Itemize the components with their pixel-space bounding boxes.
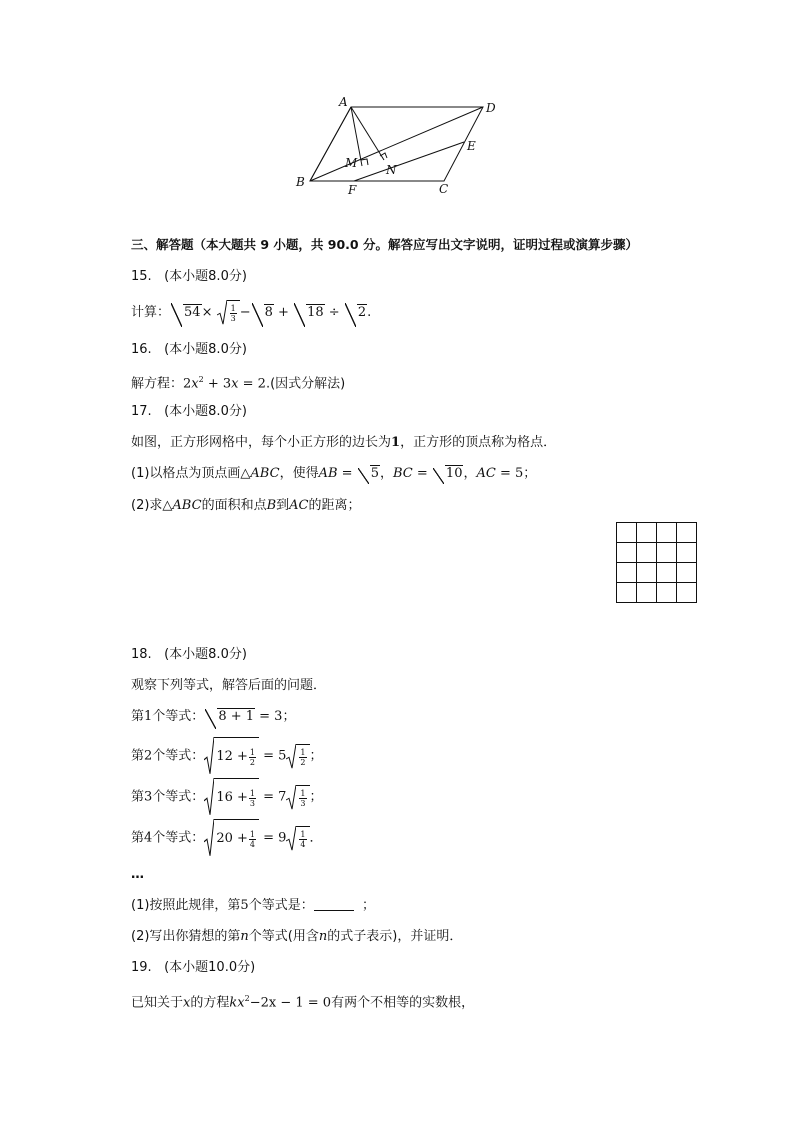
q18-l3-b: 个等式： bbox=[152, 789, 205, 805]
q18-l3-fn2: 1 bbox=[300, 788, 306, 798]
q17-p1-eq2: = bbox=[412, 466, 432, 481]
q16-text-b: .(因式分解法) bbox=[265, 376, 346, 392]
q18-l4-fd2: 4 bbox=[300, 839, 306, 849]
q18-l2-end: ； bbox=[309, 748, 323, 764]
q17-p1-d: ， bbox=[463, 466, 477, 481]
q18-score: (本小题8.0分) bbox=[164, 647, 247, 662]
q17-p2-ac: AC bbox=[289, 498, 309, 513]
q18-dots: … bbox=[131, 867, 144, 882]
q17-intro bbox=[131, 434, 556, 452]
section-title: 三、解答题（本大题共 9 小题，共 90.0 分。解答应写出文字说明，证明过程或演算步骤） bbox=[131, 237, 638, 252]
label-a: A bbox=[339, 95, 348, 109]
q15-header bbox=[131, 268, 247, 286]
q17-intro-a: 如图，正方形网格中，每个小正方形的边长为 bbox=[131, 435, 392, 450]
q16-header bbox=[131, 341, 247, 359]
q18-l4-in: 20 + bbox=[216, 831, 248, 846]
q15-fn: 1 bbox=[230, 304, 236, 313]
q18-l3-eq: = 7 bbox=[258, 789, 287, 805]
q17-p1-eq1: = bbox=[337, 466, 357, 481]
q18-line4 bbox=[131, 819, 323, 857]
q15-number: 15. bbox=[131, 269, 152, 284]
q18-l1-a: 第 bbox=[131, 709, 145, 724]
q19-x: x bbox=[183, 995, 191, 1011]
q18-l4-b: 个等式： bbox=[152, 830, 205, 846]
q18-l2-fd: 2 bbox=[249, 757, 255, 767]
q15-sqrt-frac bbox=[217, 300, 240, 325]
q15-times: × bbox=[201, 305, 213, 320]
q17-p1-bc: BC bbox=[393, 466, 413, 481]
label-m: M bbox=[345, 156, 358, 170]
q19-sup: 2 bbox=[244, 994, 250, 1003]
right-angle-mark-n bbox=[380, 153, 387, 158]
q18-l4-fn2: 1 bbox=[300, 829, 306, 839]
q18-l2-b: 个等式： bbox=[152, 748, 205, 764]
q15-r3: 18 bbox=[307, 305, 324, 320]
q19-rest: −2x − 1 = 0 bbox=[249, 995, 332, 1011]
q15-end: . bbox=[367, 305, 372, 320]
q18-l2-fd2: 2 bbox=[300, 757, 306, 767]
q15-plus: + bbox=[278, 305, 289, 320]
q18-p1-a: (1)按照此规律，第 bbox=[131, 898, 241, 913]
q17-intro-b: ，正方形的顶点称为格点． bbox=[400, 435, 557, 450]
q18-l2-fn2: 1 bbox=[300, 747, 306, 757]
square-grid bbox=[616, 522, 698, 604]
q15-fd: 3 bbox=[230, 314, 236, 323]
q15-div: ÷ bbox=[328, 305, 340, 320]
q18-l3-n: 3 bbox=[144, 789, 153, 805]
q17-p2-point-b: B bbox=[266, 498, 277, 513]
q18-p1-end: ； bbox=[361, 898, 375, 913]
q18-l3-end: ； bbox=[309, 789, 323, 805]
q17-p1-e: ； bbox=[523, 466, 537, 481]
q17-p1-r10: 10 bbox=[445, 466, 463, 481]
q15-minus: − bbox=[239, 305, 251, 320]
q16-eq-a: 2 bbox=[183, 376, 192, 392]
q19-k: k bbox=[229, 995, 238, 1011]
q18-l2-a: 第 bbox=[131, 748, 145, 764]
q18-part2 bbox=[131, 928, 462, 946]
q18-l2-in: 12 + bbox=[216, 749, 248, 764]
q17-p2-tri: △ bbox=[162, 498, 173, 513]
q17-p1-abc: ABC bbox=[250, 466, 280, 481]
q18-p1-b: 个等式是： bbox=[248, 898, 314, 913]
label-f: F bbox=[348, 183, 357, 197]
q15-prefix: 计算： bbox=[131, 305, 171, 320]
q15-r4: 2 bbox=[357, 305, 367, 320]
q18-l4-fn: 1 bbox=[249, 829, 255, 839]
q18-p2-n: n bbox=[240, 929, 249, 944]
label-e: E bbox=[467, 139, 476, 153]
q17-part2 bbox=[131, 497, 361, 515]
q16-sup: 2 bbox=[198, 375, 204, 384]
q16-text-a: 解方程： bbox=[131, 376, 184, 392]
q18-l2-eq: = 5 bbox=[258, 748, 287, 764]
q18-l4-eq: = 9 bbox=[258, 830, 287, 846]
q17-p2-a: (2)求 bbox=[131, 498, 163, 513]
q18-p2-n2: n bbox=[318, 929, 328, 944]
q17-p2-c: 到 bbox=[276, 498, 290, 513]
q18-l1-eq: = 3 bbox=[255, 709, 283, 724]
q17-intro-one: 1 bbox=[391, 435, 401, 450]
q18-p2-c: 的式子表示)，并证明． bbox=[327, 929, 463, 944]
q18-line2 bbox=[131, 737, 323, 775]
q18-l3-fn: 1 bbox=[249, 788, 255, 798]
q17-part1 bbox=[131, 465, 536, 483]
parallelogram-figure bbox=[290, 90, 510, 202]
q17-number: 17. bbox=[131, 404, 152, 419]
q18-l1-b: 个等式： bbox=[152, 709, 205, 724]
label-b: B bbox=[296, 175, 305, 189]
q19-header bbox=[131, 959, 255, 977]
q18-p1-blank[interactable] bbox=[314, 898, 354, 911]
q15-body bbox=[131, 300, 371, 326]
q18-l4-a: 第 bbox=[131, 830, 145, 846]
q15-r1: 54 bbox=[184, 305, 201, 320]
q17-p2-d: 的距离； bbox=[308, 498, 361, 513]
q18-l1-rad: 8 + 1 bbox=[218, 709, 255, 724]
q16-var2: x bbox=[231, 376, 239, 392]
q19-text-b: 的方程 bbox=[190, 995, 230, 1011]
q16-var: x bbox=[191, 376, 199, 392]
q18-line1 bbox=[131, 706, 295, 728]
q15-score: (本小题8.0分) bbox=[164, 269, 247, 284]
q18-l4-end: ． bbox=[309, 830, 323, 846]
q18-header bbox=[131, 646, 247, 664]
q17-p1-ac: AC bbox=[476, 466, 496, 481]
q19-number: 19. bbox=[131, 960, 152, 975]
q17-header bbox=[131, 403, 247, 421]
q18-line3 bbox=[131, 778, 323, 816]
q18-p1-n: 5 bbox=[240, 898, 249, 913]
q18-l3-a: 第 bbox=[131, 789, 145, 805]
q17-p1-b: ，使得 bbox=[279, 466, 319, 481]
q18-l3-fd2: 3 bbox=[300, 798, 306, 808]
q15-r2: 8 bbox=[264, 305, 273, 320]
q17-p1-tri: △ bbox=[240, 466, 251, 481]
q17-p2-abc: ABC bbox=[172, 498, 202, 513]
q18-l3-fd: 3 bbox=[249, 798, 255, 808]
q16-body bbox=[131, 371, 345, 393]
q18-part1 bbox=[131, 897, 375, 915]
label-n: N bbox=[386, 163, 397, 177]
q18-l4-n: 4 bbox=[144, 830, 153, 846]
q19-text-c: 有两个不相等的实数根， bbox=[331, 995, 475, 1011]
q18-p2-a: (2)写出你猜想的第 bbox=[131, 929, 241, 944]
q17-p1-eq3: = 5 bbox=[495, 466, 524, 481]
q18-l1-n: 1 bbox=[144, 709, 153, 724]
q16-number: 16. bbox=[131, 342, 152, 357]
q18-p2-b: 个等式(用含 bbox=[248, 929, 319, 944]
q18-l1-end: ； bbox=[282, 709, 296, 724]
q17-p1-ab: AB bbox=[318, 466, 338, 481]
q16-score: (本小题8.0分) bbox=[164, 342, 247, 357]
q19-body bbox=[131, 990, 474, 1012]
q16-eq-c: = 2 bbox=[238, 376, 266, 392]
label-c: C bbox=[439, 182, 449, 196]
q17-p2-b: 的面积和点 bbox=[201, 498, 267, 513]
q17-p1-a: (1)以格点为顶点画 bbox=[131, 466, 241, 481]
q19-x2: x bbox=[237, 995, 245, 1011]
q19-score: (本小题10.0分) bbox=[164, 960, 256, 975]
q18-intro: 观察下列等式，解答后面的问题． bbox=[131, 678, 327, 693]
q19-text-a: 已知关于 bbox=[131, 995, 184, 1011]
q16-eq-b: + 3 bbox=[203, 376, 232, 392]
q18-l3-in: 16 + bbox=[216, 790, 248, 805]
q18-number: 18. bbox=[131, 647, 152, 662]
q17-p1-c: ， bbox=[379, 466, 393, 481]
q17-score: (本小题8.0分) bbox=[164, 404, 247, 419]
q18-l2-fn: 1 bbox=[249, 747, 255, 757]
q18-l4-fd: 4 bbox=[249, 839, 255, 849]
q18-l2-n: 2 bbox=[144, 748, 153, 764]
label-d: D bbox=[486, 101, 496, 115]
q17-p1-r5: 5 bbox=[370, 466, 379, 481]
